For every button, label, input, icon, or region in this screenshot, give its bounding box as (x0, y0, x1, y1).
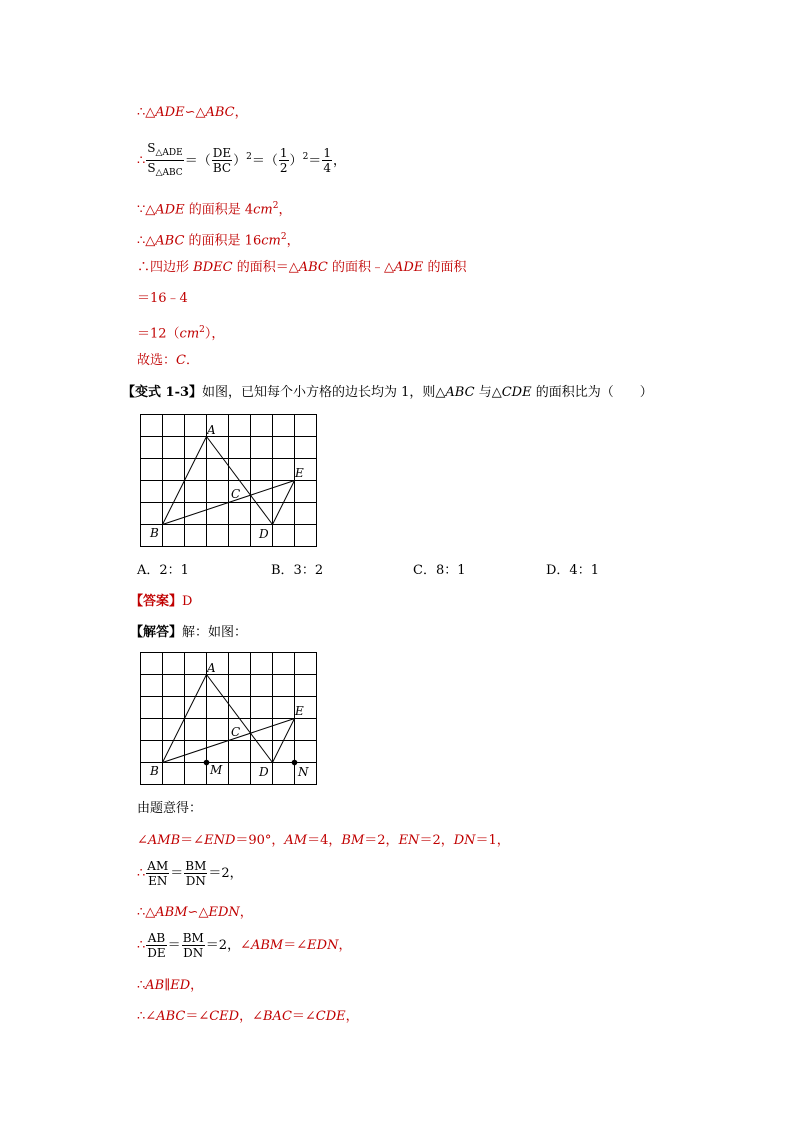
quarter-fraction: $\frac{1}{4}$ (323, 146, 331, 176)
fraction-bm-dn: $\frac{BM}{DN}$ (185, 859, 207, 888)
line-ratio-ab-de: ∴ $\frac{AB}{DE}$ ＝ $\frac{BM}{DN}$ ＝2，∠ABM＝∠EDN， (137, 931, 352, 960)
fraction-bm-dn-2: $\frac{BM}{DN}$ (182, 931, 204, 960)
fraction-ab-de: $\frac{AB}{DE}$ (147, 931, 166, 960)
label-d: D (259, 527, 269, 541)
line-angles-lengths: ∠AMB＝∠END＝90°，AM＝4，BM＝2，EN＝2，DN＝1， (137, 833, 510, 848)
line-similar-abm-edn: ∴△ABM∽△EDN， (137, 905, 253, 920)
label-e: E (295, 704, 304, 718)
problem-statement: 【变式 1-3】如图，已知每个小方格的边长均为 1，则△ABC 与△CDE 的面积比为（ ） (122, 385, 653, 400)
choice-a[interactable]: A．2：1 (137, 563, 189, 578)
label-c: C (231, 725, 241, 739)
line-area-ade: ∵△ADE 的面积是 $4cm^2$， (137, 201, 292, 218)
point-n (292, 760, 298, 766)
line-choice-c: 故选：C． (137, 353, 199, 368)
solution-grid-figure (130, 646, 330, 791)
label-d: D (259, 765, 269, 779)
de-bc-fraction: $\frac{DE}{BC}$ (212, 146, 232, 176)
label-n: N (298, 765, 309, 779)
solution-header: 【解答】解：如图： (130, 625, 248, 640)
line-subtraction: ＝16﹣4 (137, 291, 188, 306)
label-a: A (207, 661, 216, 675)
line-area-bdec: ∴四边形 BDEC 的面积＝△ABC 的面积﹣△ADE 的面积 (137, 260, 467, 275)
line-similar-ade-abc: ∴△ADE∽△ABC， (137, 105, 248, 120)
line-ratio-am-en: ∴ $\frac{AM}{EN}$ ＝ $\frac{BM}{DN}$ ＝2， (137, 859, 243, 888)
label-a: A (207, 423, 216, 437)
choice-c[interactable]: C．8：1 (413, 563, 466, 578)
choice-d[interactable]: D．4：1 (546, 563, 599, 578)
label-m: M (210, 763, 223, 777)
choice-b[interactable]: B．3：2 (271, 563, 324, 578)
given-line: 由题意得： (137, 801, 203, 816)
label-c: C (231, 487, 241, 501)
point-m (204, 760, 210, 766)
fraction-am-en: $\frac{AM}{EN}$ (147, 859, 169, 888)
line-result: $=12(cm^2)$， (137, 325, 225, 342)
line-parallel: ∴AB∥ED， (137, 978, 204, 993)
label-e: E (295, 466, 304, 480)
answer-value: D (182, 594, 193, 609)
half-fraction: $\frac{1}{2}$ (279, 146, 288, 176)
answer-line: 【答案】D (130, 594, 193, 609)
therefore-symbol: ∴ (137, 105, 146, 120)
problem-tag: 【变式 1-3】 (122, 385, 203, 400)
line-equal-angles: ∴∠ABC＝∠CED，∠BAC＝∠CDE， (137, 1009, 359, 1024)
label-b: B (150, 526, 159, 540)
area-fraction: $\frac{S_{\triangle ADE}}{S_{\triangle ABC}}$ (147, 141, 183, 179)
label-b: B (150, 764, 159, 778)
line-area-ratio: ∴ $\frac{S_{\triangle ADE}}{S_{\triangle ABC}}$ ＝（ $\frac{DE}{BC}$ ）$^2$＝（ $\frac{1}{2}$ ）$^2$＝ $\frac{1}{4}$ ， (137, 141, 346, 179)
problem-grid-figure (130, 408, 330, 553)
line-area-abc: ∴△ABC 的面积是 $16cm^2$， (137, 232, 300, 249)
